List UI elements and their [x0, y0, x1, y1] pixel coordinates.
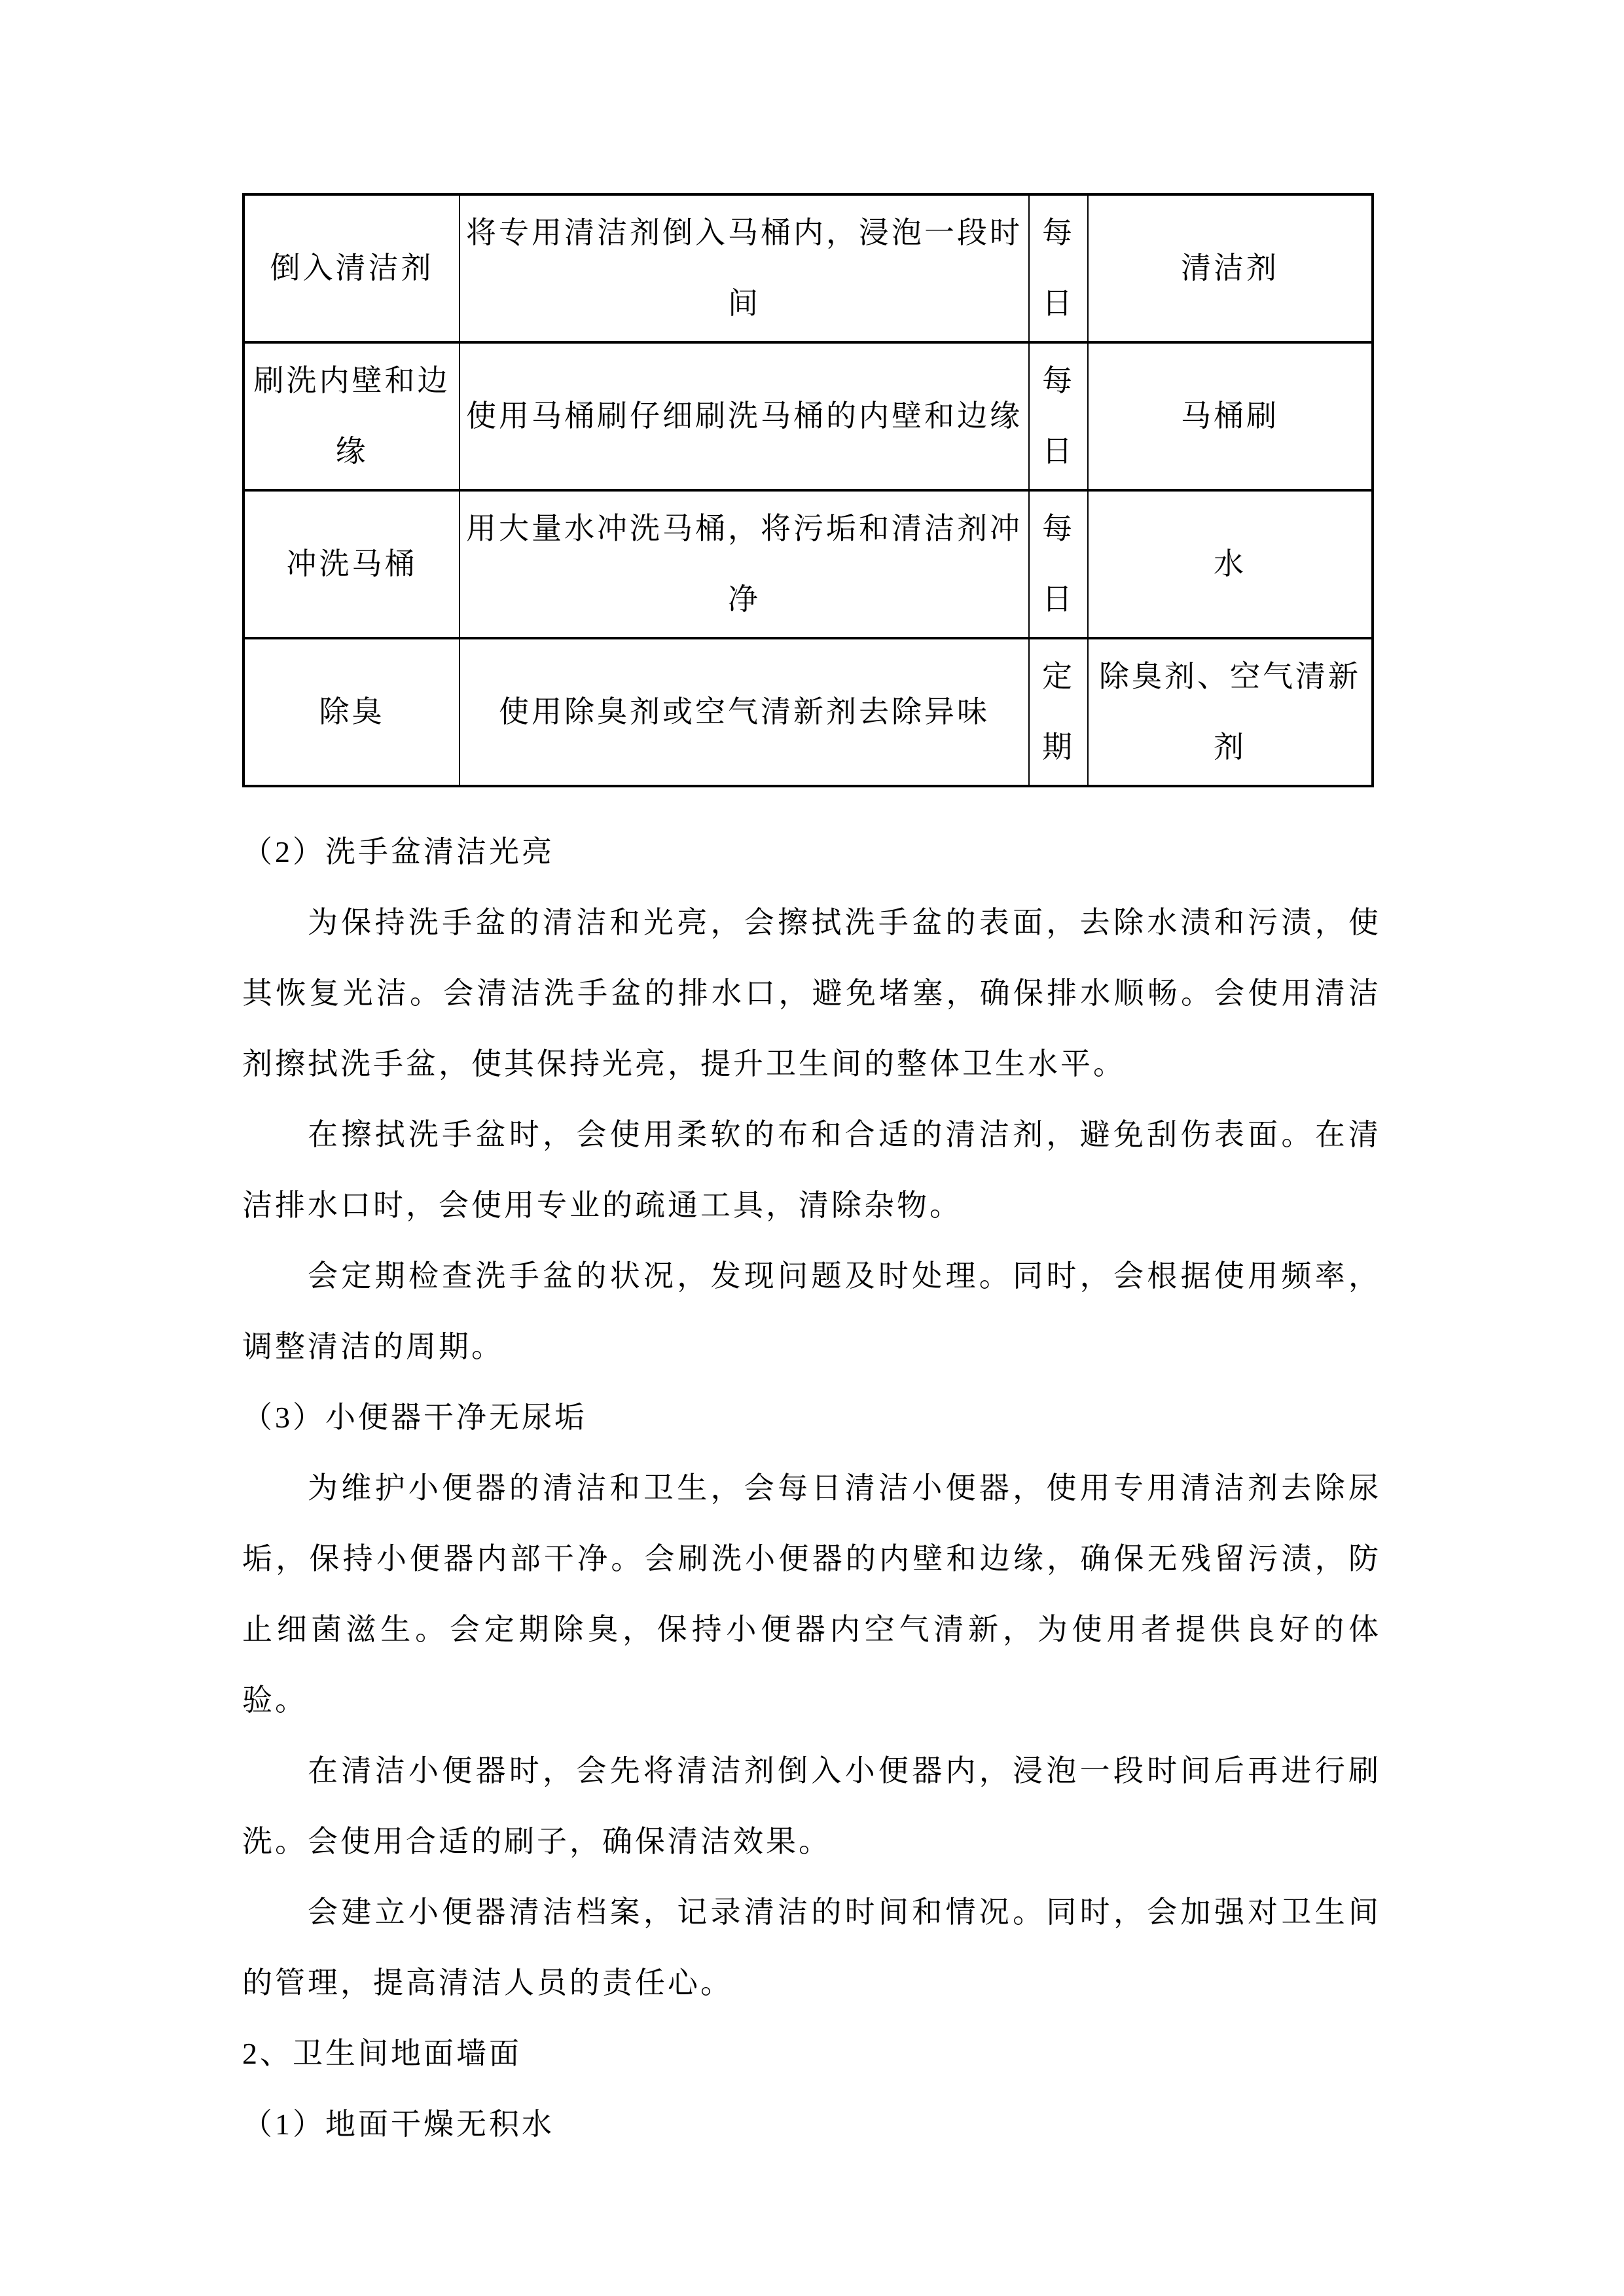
- cell-tool: 马桶刷: [1088, 342, 1373, 490]
- cell-description: 使用除臭剂或空气清新剂去除异味: [460, 638, 1029, 786]
- table-row: [244, 490, 1373, 638]
- cell-tool: 水: [1088, 490, 1373, 638]
- cell-frequency: 每日: [1029, 490, 1088, 638]
- cell-step: 倒入清洁剂: [244, 194, 460, 342]
- table-row: [244, 342, 1373, 490]
- section-heading-2: （2）洗手盆清洁光亮: [242, 835, 554, 869]
- cell-description: 用大量水冲洗马桶，将污垢和清洁剂冲净: [460, 490, 1029, 638]
- paragraph: 会定期检查洗手盆的状况，发现问题及时处理。同时，会根据使用频率，调整清洁的周期。: [242, 1259, 1381, 1363]
- cell-frequency: 定期: [1029, 638, 1088, 786]
- cell-description: 将专用清洁剂倒入马桶内，浸泡一段时间: [460, 194, 1029, 342]
- chapter-heading-2: 2、卫生间地面墙面: [242, 2037, 522, 2070]
- cell-frequency: 每日: [1029, 342, 1088, 490]
- page-content: [242, 193, 1381, 2160]
- paragraph: 在清洁小便器时，会先将清洁剂倒入小便器内，浸泡一段时间后再进行刷洗。会使用合适的刷子，确保清洁效果。: [242, 1754, 1381, 1858]
- cell-step: 冲洗马桶: [244, 490, 460, 638]
- section-heading-3: （3）小便器干净无尿垢: [242, 1401, 587, 1434]
- table-row: [244, 638, 1373, 786]
- body-text: [242, 817, 1381, 2160]
- paragraph: 为保持洗手盆的清洁和光亮，会擦拭洗手盆的表面，去除水渍和污渍，使其恢复光洁。会清洁洗手盆的排水口，避免堵塞，确保排水顺畅。会使用清洁剂擦拭洗手盆，使其保持光亮，提升卫生间的整体卫生水平。: [242, 906, 1381, 1081]
- section-heading-1: （1）地面干燥无积水: [242, 2108, 554, 2141]
- cell-description: 使用马桶刷仔细刷洗马桶的内壁和边缘: [460, 342, 1029, 490]
- table-row: [244, 194, 1373, 342]
- paragraph: 为维护小便器的清洁和卫生，会每日清洁小便器，使用专用清洁剂去除尿垢，保持小便器内部干净。会刷洗小便器的内壁和边缘，确保无残留污渍，防止细菌滋生。会定期除臭，保持小便器内空气清新，为使用者提供良好的体验。: [242, 1471, 1381, 1717]
- cleaning-procedure-table: [242, 193, 1374, 787]
- cell-frequency: 每日: [1029, 194, 1088, 342]
- cell-step: 刷洗内壁和边缘: [244, 342, 460, 490]
- cell-step: 除臭: [244, 638, 460, 786]
- paragraph: 在擦拭洗手盆时，会使用柔软的布和合适的清洁剂，避免刮伤表面。在清洁排水口时，会使用专业的疏通工具，清除杂物。: [242, 1118, 1381, 1222]
- cell-tool: 除臭剂、空气清新剂: [1088, 638, 1373, 786]
- paragraph: 会建立小便器清洁档案，记录清洁的时间和情况。同时，会加强对卫生间的管理，提高清洁人员的责任心。: [242, 1895, 1381, 2000]
- cell-tool: 清洁剂: [1088, 194, 1373, 342]
